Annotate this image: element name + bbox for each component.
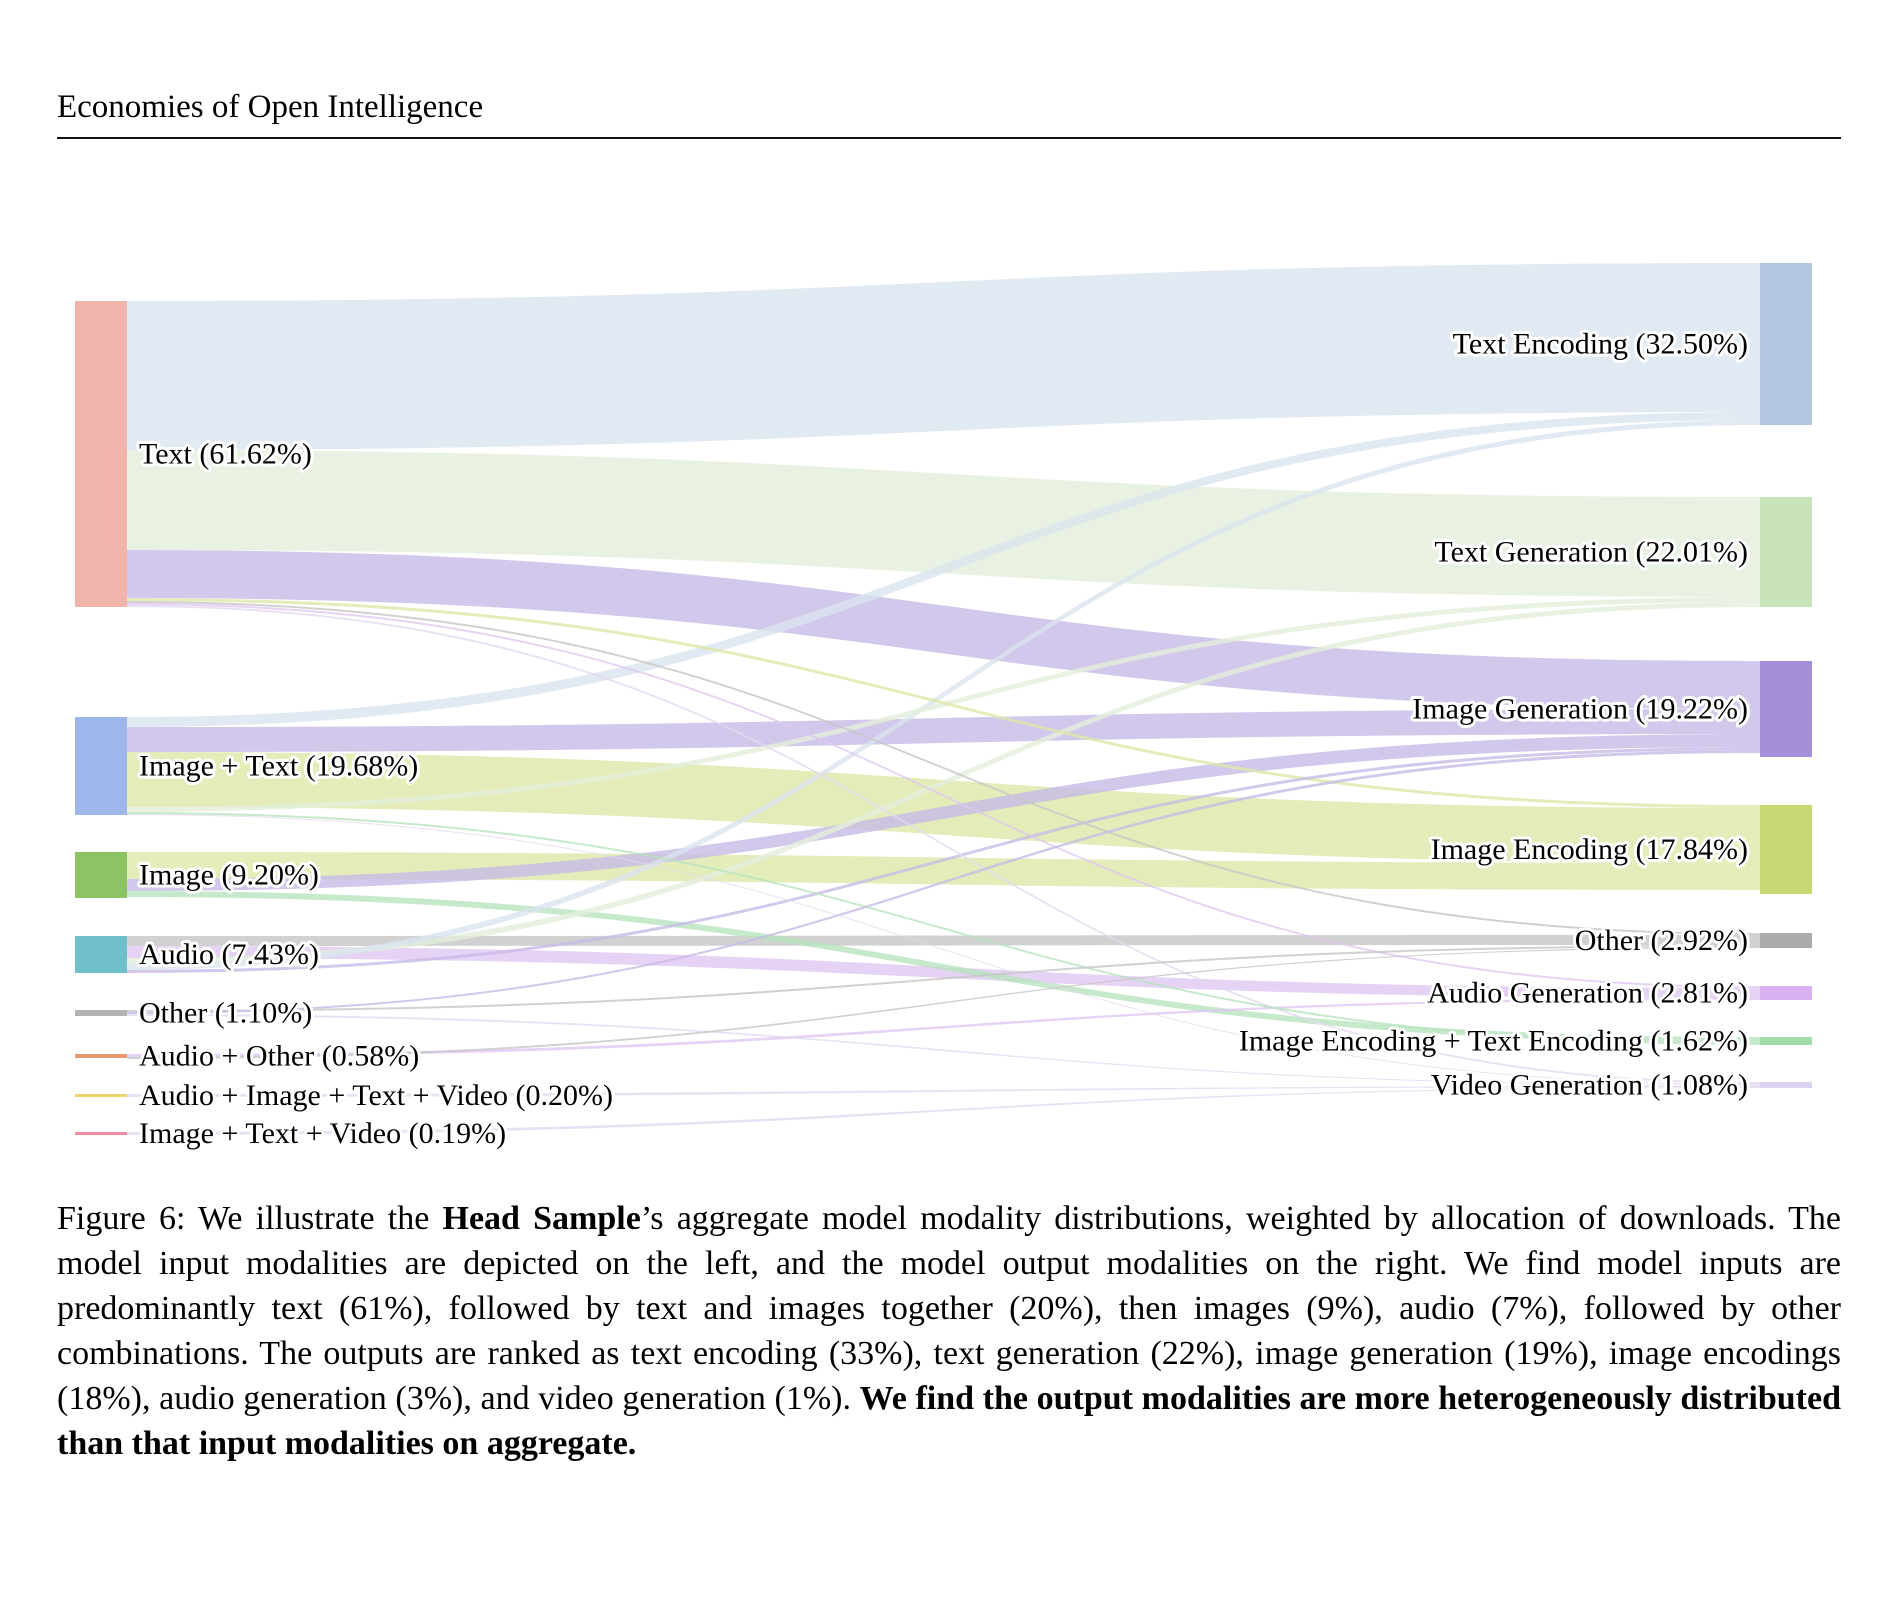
- node-text_generation: [1760, 497, 1812, 607]
- node-audio_other: [75, 1054, 127, 1058]
- label-ie_te: Image Encoding + Text Encoding (1.62%): [1238, 1024, 1748, 1058]
- caption-segment: Figure 6: We illustrate the: [57, 1200, 443, 1237]
- label-other_in: Other (1.10%): [139, 996, 313, 1030]
- page-title: Economies of Open Intelligence: [57, 88, 1841, 139]
- label-audio_generation: Audio Generation (2.81%): [1427, 976, 1748, 1010]
- caption-bold-segment: We find the output modalities are more heterogeneously distributed than that input modalities on aggregate.: [57, 1380, 1841, 1462]
- label-itv: Image + Text + Video (0.19%): [139, 1117, 507, 1150]
- label-image_generation: Image Generation (19.22%): [1412, 692, 1748, 726]
- label-image: Image (9.20%): [139, 858, 319, 892]
- caption-bold-segment: Head Sample: [442, 1200, 641, 1237]
- node-image_generation: [1760, 661, 1812, 757]
- node-aitv: [75, 1094, 127, 1097]
- label-image_encoding: Image Encoding (17.84%): [1430, 833, 1748, 866]
- node-ie_te: [1760, 1037, 1812, 1045]
- label-video_generation: Video Generation (1.08%): [1430, 1068, 1748, 1102]
- label-image_text: Image + Text (19.68%): [139, 749, 419, 783]
- label-other_out: Other (2.92%): [1574, 924, 1748, 957]
- node-video_generation: [1760, 1082, 1812, 1088]
- label-text: Text (61.62%): [139, 437, 312, 471]
- figure-caption: [57, 1196, 1841, 1466]
- label-aitv: Audio + Image + Text + Video (0.20%): [139, 1079, 613, 1112]
- node-image: [75, 852, 127, 898]
- label-audio_other: Audio + Other (0.58%): [139, 1039, 420, 1073]
- node-other_out: [1760, 933, 1812, 948]
- node-image_encoding: [1760, 805, 1812, 894]
- node-text: [75, 301, 127, 607]
- node-other_in: [75, 1010, 127, 1016]
- label-text_generation: Text Generation (22.01%): [1434, 535, 1748, 569]
- node-text_encoding: [1760, 263, 1812, 425]
- node-audio_generation: [1760, 986, 1812, 1000]
- node-image_text: [75, 717, 127, 815]
- node-audio: [75, 936, 127, 973]
- label-audio: Audio (7.43%): [139, 938, 319, 971]
- label-text_encoding: Text Encoding (32.50%): [1452, 327, 1748, 361]
- flow-image-to-ie_te: [127, 891, 1760, 1043]
- node-itv: [75, 1132, 127, 1135]
- flow-audio-to-other_out: [127, 935, 1760, 946]
- caption-segment: ’s aggregate model modality distributions, weighted by allocation of downloads. The model input modalities are depicted on the left, and the model output modalities on the right. We find model inputs are predominantly text (61%), followed by text and images together (20%), then images (9%), audio (7%), followed by other combinations. The outputs are ranked as text encoding (33%), text generation (22%), image generation (19%), image encodings (18%), audio generation (3%), and video generation (1%).: [57, 1200, 1841, 1417]
